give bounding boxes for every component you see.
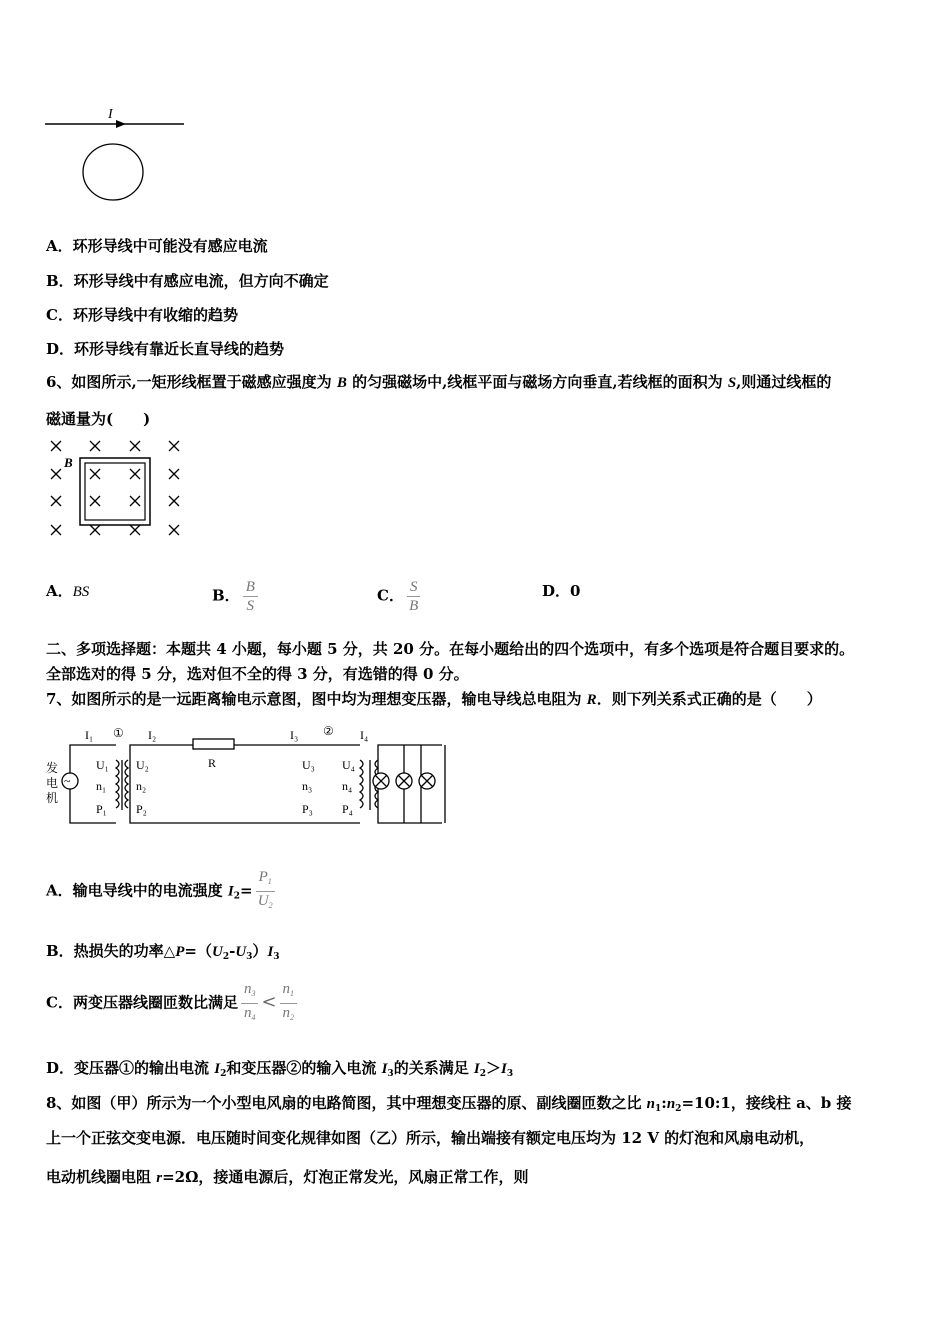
text-segment: A．环形导线中可能没有感应电流 [46, 237, 268, 255]
text-segment: =10:1，接线柱 a、b 接 [681, 1094, 852, 1112]
label-transformer-2: ② [323, 724, 334, 738]
text-segment: ,则通过线框的 [736, 373, 832, 391]
option-text: A．输电导线中的电流强度 [46, 881, 228, 900]
text-segment: D．变压器①的输出电流 [46, 1059, 215, 1077]
text-segment: ） [252, 942, 268, 960]
subscript: 3 [387, 1069, 394, 1079]
label-p1: P₁ [96, 802, 107, 816]
q6-option-d [542, 580, 580, 601]
math-variable: I [214, 1061, 221, 1077]
q6-option-b [212, 578, 261, 615]
text-segment: 6、如图所示,一矩形线框置于磁感应强度为 [46, 373, 337, 391]
fraction [256, 868, 275, 915]
label-n2: n₂ [136, 779, 147, 793]
subscript: 2 [675, 1104, 682, 1114]
text-segment: 电动机线圈电阻 [46, 1168, 157, 1186]
sub: 2 [290, 1013, 295, 1022]
text-segment: ＞ [486, 1059, 502, 1077]
field-cross-icon [51, 469, 61, 479]
option-label: A． [46, 582, 73, 600]
subscript: 2 [222, 952, 230, 962]
text-segment: - [229, 942, 236, 960]
sub: 2 [233, 891, 240, 902]
math-variable: I [473, 1061, 480, 1077]
q8-stem-line1 [46, 1092, 852, 1114]
current-label: I [108, 107, 113, 122]
option-text: C．两变压器线圈匝数比满足 [46, 993, 238, 1012]
fraction [280, 980, 298, 1027]
sub: 1 [267, 877, 272, 886]
field-cross-icon [130, 496, 140, 506]
n: n [243, 1005, 252, 1021]
svg-text:~: ~ [64, 774, 71, 788]
text-segment: =2Ω，接通电源后，灯泡正常发光，风扇正常工作，则 [162, 1168, 529, 1186]
math-variable: U [235, 944, 247, 960]
numerator: P [258, 869, 268, 885]
math-variable: P [175, 944, 185, 960]
n: n [282, 981, 291, 997]
field-cross-icon [90, 441, 100, 451]
field-cross-icon [90, 469, 100, 479]
math-variable: r [156, 1170, 163, 1186]
label-i4: I₄ [360, 728, 369, 742]
q6-stem-line1 [46, 371, 831, 392]
text-segment: 7、如图所示的是一远距离输电示意图，图中均为理想变压器，输电导线总电阻为 [46, 690, 587, 708]
label-n4: n₄ [342, 779, 353, 793]
denominator: U [257, 893, 269, 909]
n: n [282, 1005, 291, 1021]
sub: 2 [268, 901, 273, 910]
lamp-icons [373, 773, 435, 789]
label-r: R [208, 756, 217, 770]
option-value: 0 [570, 582, 581, 600]
option-value: BS [72, 584, 90, 600]
text-segment: ．则下列关系式正确的是（ ） [596, 690, 822, 708]
field-cross-icon [169, 469, 179, 479]
text-segment: C．环形导线中有收缩的趋势 [46, 306, 238, 324]
field-cross-icon [90, 525, 100, 535]
label-transformer-1: ① [113, 726, 124, 740]
field-label: B [64, 455, 73, 470]
q8-stem-line2 [46, 1127, 814, 1148]
numerator: B [243, 578, 258, 597]
option-label: B． [212, 586, 240, 605]
current-arrow-icon [116, 120, 126, 128]
math-variable: U [211, 944, 223, 960]
math-variable: S [727, 375, 737, 391]
field-cross-icon [130, 441, 140, 451]
fraction [407, 578, 421, 615]
label-u3: U₃ [302, 758, 315, 772]
magnetic-field-figure [40, 435, 190, 540]
math-variable: R [586, 692, 597, 708]
subscript: 2 [479, 1069, 487, 1079]
q7-stem [46, 688, 822, 709]
denominator: S [246, 598, 255, 614]
generator-label: 机 [46, 791, 59, 805]
math-variable: I [501, 1061, 507, 1077]
text-segment: D．环形导线有靠近长直导线的趋势 [46, 340, 285, 358]
field-cross-icon [90, 496, 100, 506]
field-cross-icon [51, 496, 61, 506]
n: n [243, 981, 252, 997]
label-p2: P₂ [136, 802, 147, 816]
generator-label: 电 [46, 776, 59, 790]
q7-option-d [46, 1057, 513, 1079]
label-p3: P₃ [302, 802, 313, 816]
q5-option-c [46, 304, 238, 325]
text-segment: =（ [184, 942, 212, 960]
field-cross-icon [130, 469, 140, 479]
q7-option-c [46, 980, 300, 1027]
label-i1: I₁ [85, 728, 94, 742]
q5-option-d [46, 338, 284, 359]
section2-line1 [46, 638, 854, 659]
q6-stem-line2 [46, 408, 150, 429]
text-segment: 的匀强磁场中,线框平面与磁场方向垂直,若线框的面积为 [346, 373, 728, 391]
field-cross-icon [51, 525, 61, 535]
field-cross-icon [51, 441, 61, 451]
text-segment: 的关系满足 [393, 1059, 474, 1077]
label-i3: I₃ [290, 728, 299, 742]
resistor [193, 739, 234, 749]
text-segment: B．热损失的功率△ [46, 942, 176, 960]
frame-outer [80, 458, 150, 525]
q5-option-a [46, 235, 268, 256]
text-segment: 二、多项选择题：本题共 4 小题，每小题 5 分，共 20 分。在每小题给出的四个选项中，有多个选项是符合题目要求的。 [46, 640, 855, 658]
eq: = [239, 881, 253, 900]
wire-loop [83, 144, 143, 200]
text-segment: 全部选对的得 5 分，选对但不全的得 3 分，有选错的得 0 分。 [46, 665, 469, 683]
fraction [243, 578, 258, 615]
field-cross-icon [169, 441, 179, 451]
frame-inner [85, 463, 145, 520]
math-variable: B [336, 375, 347, 391]
subscript: 3 [273, 952, 280, 962]
less-than: < [261, 991, 277, 1013]
text-segment: 8、如图（甲）所示为一个小型电风扇的电路简图，其中理想变压器的原、副线圈匝数之比 [46, 1094, 647, 1112]
label-p4: P₄ [342, 802, 353, 816]
label-n3: n₃ [302, 779, 313, 793]
field-cross-icon [130, 525, 140, 535]
section2-line2 [46, 663, 469, 684]
label-i2: I₂ [148, 728, 157, 742]
label-u2: U₂ [136, 758, 149, 772]
var: I [227, 883, 234, 900]
text-segment: 磁通量为( ) [46, 410, 151, 428]
power-transmission-figure [40, 715, 450, 830]
field-cross-icon [169, 525, 179, 535]
math-variable: I [267, 944, 274, 960]
numerator: S [407, 578, 421, 597]
denominator: B [409, 598, 419, 614]
math-variable: n [666, 1096, 676, 1112]
subscript: 2 [220, 1069, 227, 1079]
option-label: C． [377, 586, 404, 605]
label-n1: n₁ [96, 779, 107, 793]
q8-stem-line3 [46, 1166, 528, 1187]
generator-label: 发 [46, 761, 59, 775]
q6-option-c [377, 578, 423, 615]
wire-loop-figure [40, 100, 190, 205]
text-segment: B．环形导线中有感应电流，但方向不确定 [46, 272, 329, 290]
q5-option-b [46, 270, 329, 291]
math-variable: n [646, 1096, 656, 1112]
q7-option-b [46, 940, 280, 962]
subscript: 1 [655, 1104, 662, 1114]
q7-option-a [46, 868, 278, 915]
text-segment: 上一个正弦交变电源．电压随时间变化规律如图（乙）所示，输出端接有额定电压均为 12 V 的灯泡和风扇电动机， [46, 1129, 815, 1147]
fraction [241, 980, 259, 1027]
label-u4: U₄ [342, 758, 355, 772]
text-segment: 和变压器②的输入电流 [226, 1059, 382, 1077]
option-label: D． [542, 582, 571, 600]
field-cross-icon [169, 496, 179, 506]
sub: 4 [251, 1013, 256, 1022]
label-u1: U₁ [96, 758, 109, 772]
sub: 1 [290, 989, 295, 998]
math-variable: I [381, 1061, 388, 1077]
sub: 3 [251, 989, 256, 998]
q6-option-a [46, 580, 89, 601]
subscript: 3 [246, 952, 253, 962]
subscript: 3 [506, 1069, 514, 1079]
text-segment: : [661, 1094, 667, 1112]
